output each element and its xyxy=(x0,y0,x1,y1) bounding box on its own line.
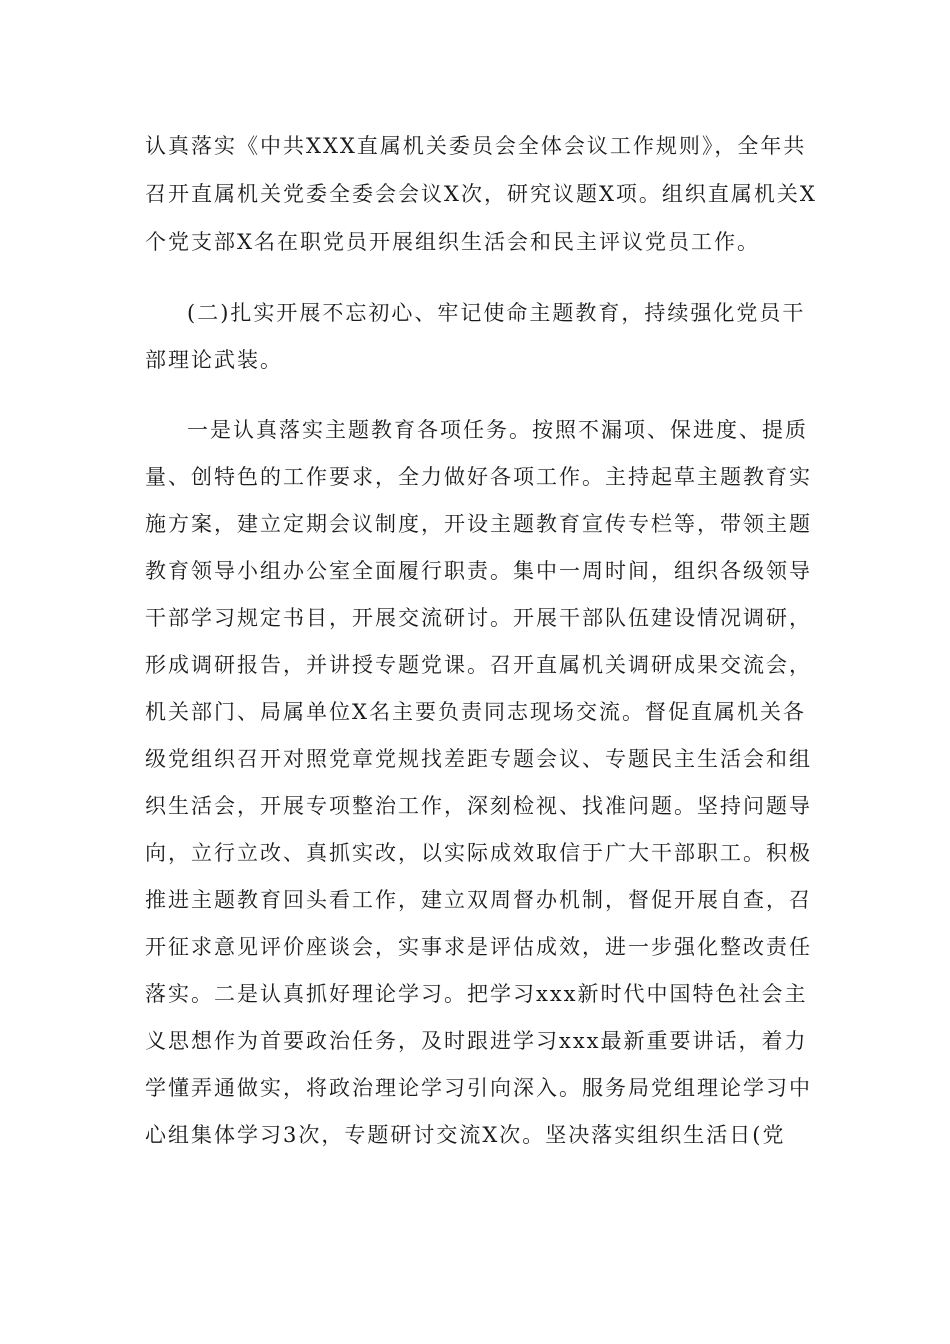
body-text-line: 心组集体学习3次，专题研讨交流X次。坚决落实组织生活日(党 xyxy=(145,1123,786,1147)
body-text-line: 认真落实《中共XXX直属机关委员会全体会议工作规则》，全年共 xyxy=(145,134,807,158)
section-heading-line: (二)扎实开展不忘初心、牢记使命主题教育，持续强化党员干 xyxy=(187,301,806,325)
body-text-line: 干部学习规定书目，开展交流研讨。开展干部队伍建设情况调研， xyxy=(145,606,812,630)
body-text-line: 量、创特色的工作要求，全力做好各项工作。主持起草主题教育实 xyxy=(145,465,812,489)
body-text-line: 教育领导小组办公室全面履行职责。集中一周时间，组织各级领导 xyxy=(145,559,812,583)
body-text-line: 一是认真落实主题教育各项任务。按照不漏项、保进度、提质 xyxy=(187,418,808,442)
body-text-line: 向，立行立改、真抓实改，以实际成效取信于广大干部职工。积极 xyxy=(145,841,812,865)
body-text-line: 推进主题教育回头看工作，建立双周督办机制，督促开展自查，召 xyxy=(145,888,812,912)
section-heading-line: 部理论武装。 xyxy=(145,348,283,372)
body-text-line: 施方案，建立定期会议制度，开设主题教育宣传专栏等，带领主题 xyxy=(145,512,812,536)
body-text-line: 开征求意见评价座谈会，实事求是评估成效，进一步强化整改责任 xyxy=(145,935,812,959)
body-text-line: 召开直属机关党委全委会会议X次，研究议题X项。组织直属机关X xyxy=(145,182,817,206)
body-text-line: 落实。二是认真抓好理论学习。把学习xxx新时代中国特色社会主 xyxy=(145,982,808,1006)
body-text-line: 学懂弄通做实，将政治理论学习引向深入。服务局党组理论学习中 xyxy=(145,1076,812,1100)
body-text-line: 机关部门、局属单位X名主要负责同志现场交流。督促直属机关各 xyxy=(145,700,806,724)
body-text-line: 义思想作为首要政治任务，及时跟进学习xxx最新重要讲话，着力 xyxy=(145,1029,808,1053)
body-text-line: 级党组织召开对照党章党规找差距专题会议、专题民主生活会和组 xyxy=(145,747,812,771)
body-text-line: 个党支部X名在职党员开展组织生活会和民主评议党员工作。 xyxy=(145,230,760,254)
body-text-line: 织生活会，开展专项整治工作，深刻检视、找准问题。坚持问题导 xyxy=(145,794,812,818)
body-text-line: 形成调研报告，并讲授专题党课。召开直属机关调研成果交流会， xyxy=(145,653,812,677)
